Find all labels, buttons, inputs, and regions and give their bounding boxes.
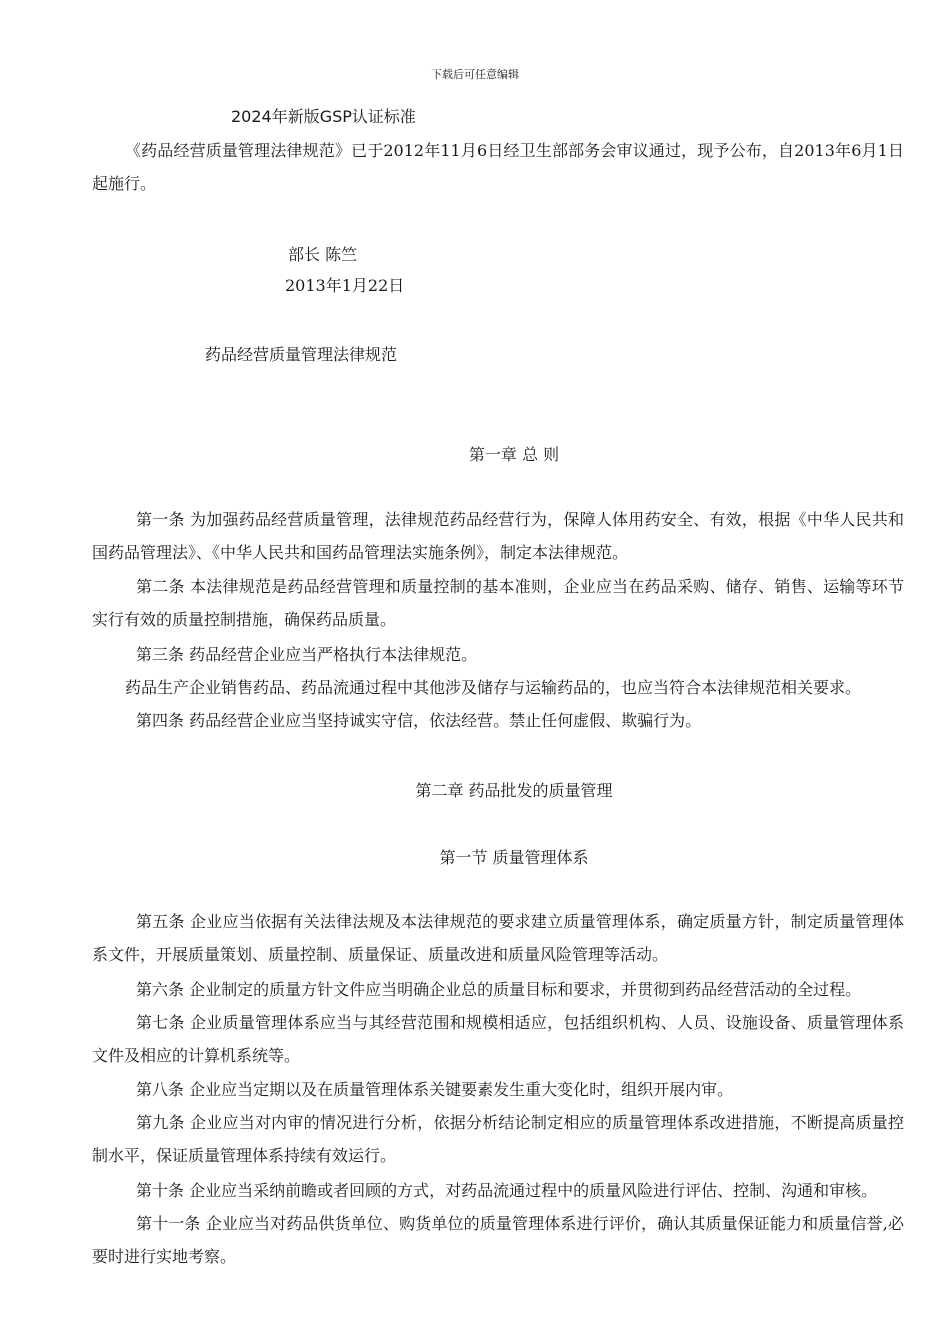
article-4: 第四条 药品经营企业应当坚持诚实守信，依法经营。禁止任何虚假、欺骗行为。 xyxy=(136,711,702,730)
regulation-title: 药品经营质量管理法律规范 xyxy=(205,345,398,364)
article-3: 第三条 药品经营企业应当严格执行本法律规范。 xyxy=(136,645,478,664)
article-1: 第一条 为加强药品经营质量管理，法律规范药品经营行为，保障人体用药安全、有效，根据《中华人民共和国药品管理法》、《中华人民共和国药品管理法实施条例》，制定本法律规范。 xyxy=(92,510,904,562)
article-3-supplement: 药品生产企业销售药品、药品流通过程中其他涉及储存与运输药品的，也应当符合本法律规范相关要求。 xyxy=(125,678,862,697)
article-6: 第六条 企业制定的质量方针文件应当明确企业总的质量目标和要求，并贯彻到药品经营活动的全过程。 xyxy=(136,980,862,999)
article-2: 第二条 本法律规范是药品经营管理和质量控制的基本准则，企业应当在药品采购、储存、销售、运输等环节实行有效的质量控制措施，确保药品质量。 xyxy=(92,577,904,629)
article-9: 第九条 企业应当对内审的情况进行分析，依据分析结论制定相应的质量管理体系改进措施，不断提高质量控制水平，保证质量管理体系持续有效运行。 xyxy=(92,1113,904,1165)
section-1-heading: 第一节 质量管理体系 xyxy=(439,848,589,867)
article-7: 第七条 企业质量管理体系应当与其经营范围和规模相适应，包括组织机构、人员、设施设备、质量管理体系文件及相应的计算机系统等。 xyxy=(92,1013,904,1065)
article-11: 第十一条 企业应当对药品供货单位、购货单位的质量管理体系进行评价，确认其质量保证能力和质量信誉,必要时进行实地考察。 xyxy=(92,1214,904,1266)
intro-paragraph: 《药品经营质量管理法律规范》已于2012年11月6日经卫生部部务会审议通过，现予公布，自2013年6月1日起施行。 xyxy=(92,141,904,193)
signature-date: 2013年1月22日 xyxy=(285,276,405,295)
article-10: 第十条 企业应当采纳前瞻或者回顾的方式，对药品流通过程中的质量风险进行评估、控制、沟通和审核。 xyxy=(136,1181,878,1200)
document-title: 2024年新版GSP认证标准 xyxy=(231,107,416,126)
header-note: 下载后可任意编辑 xyxy=(431,68,519,81)
chapter-1-heading: 第一章 总 则 xyxy=(468,445,560,464)
signatory: 部长 陈竺 xyxy=(288,245,358,264)
article-8: 第八条 企业应当定期以及在质量管理体系关键要素发生重大变化时，组织开展内审。 xyxy=(136,1080,734,1099)
chapter-2-heading: 第二章 药品批发的质量管理 xyxy=(415,781,613,800)
article-5: 第五条 企业应当依据有关法律法规及本法律规范的要求建立质量管理体系，确定质量方针，制定质量管理体系文件，开展质量策划、质量控制、质量保证、质量改进和质量风险管理等活动。 xyxy=(92,912,904,964)
